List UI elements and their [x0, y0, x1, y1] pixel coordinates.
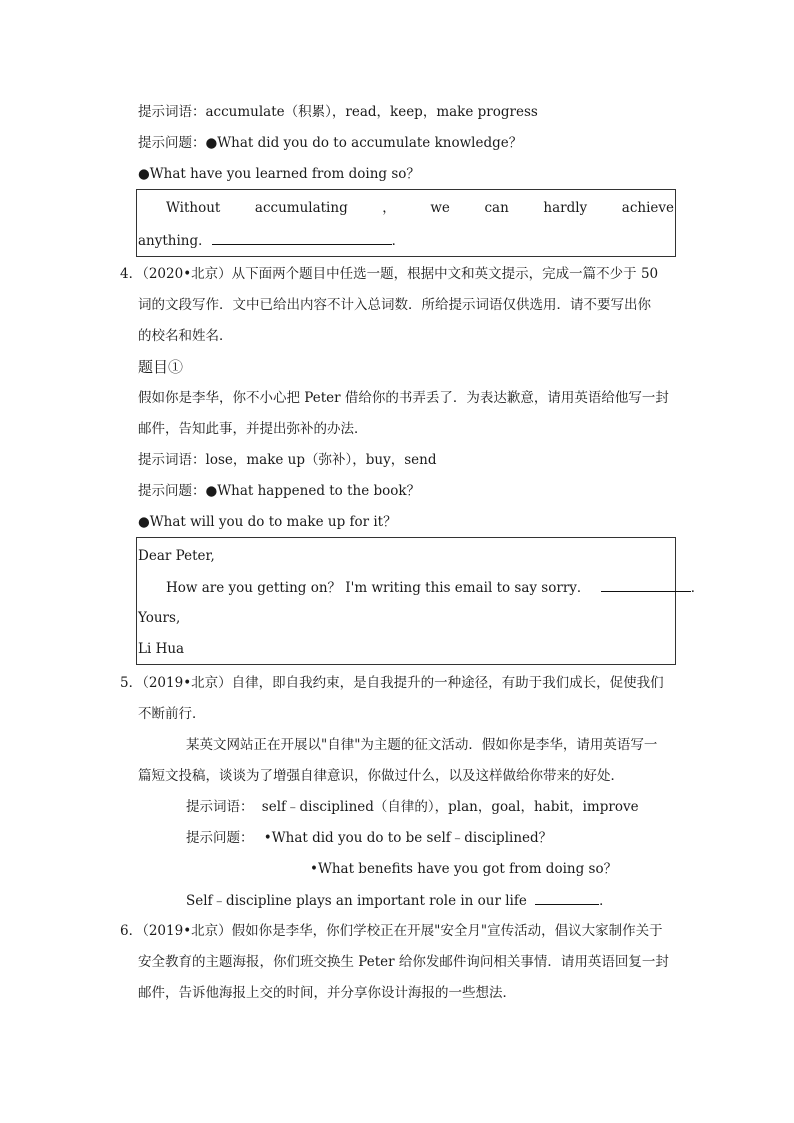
q5-intro-2: 不断前行． — [138, 706, 206, 722]
q6-line-1 — [120, 922, 663, 940]
q5-hint-words-text: self﹣disciplined（自律的），plan，goal，habit，improve — [261, 799, 639, 815]
q4-intro-1: 从下面两个题目中任选一题，根据中文和英文提示，完成一篇不少于 50 — [231, 266, 659, 282]
q4-letter-body — [166, 578, 704, 597]
q4-number: 4． — [120, 266, 143, 282]
q4-hint-words-label: 提示词语： — [138, 452, 206, 468]
q4-source: （2020•北京） — [142, 266, 232, 282]
q4-letter-name: Li Hua — [138, 641, 185, 657]
q3-hint-words — [138, 103, 538, 121]
q5-line-1 — [120, 674, 664, 692]
q5-number: 5． — [120, 675, 143, 691]
q4-letter-blank[interactable] — [601, 578, 691, 592]
q5-answer-blank[interactable] — [535, 891, 599, 905]
q3-hint-questions-label: 提示问题： — [138, 135, 206, 151]
q4-task-2: 邮件，告知此事，并提出弥补的办法． — [138, 421, 368, 437]
box-word: we — [430, 200, 450, 216]
q4-hint-words-text: lose，make up（弥补），buy，send — [205, 452, 437, 468]
q4-letter-period: ． — [690, 580, 705, 596]
q4-question-1: ●What happened to the book？ — [205, 483, 421, 499]
q4-intro-3: 的校名和姓名． — [138, 328, 233, 344]
q4-letter-box — [136, 537, 676, 665]
q3-box-line-2 — [138, 231, 405, 250]
q5-starter-text: Self﹣discipline plays an important role in our life — [186, 893, 527, 909]
q3-hint-words-text: accumulate（积累），read，keep，make progress — [205, 104, 538, 120]
q4-topic: 题目① — [138, 358, 184, 376]
q4-question-2: ●What will you do to make up for it？ — [138, 514, 397, 530]
q4-hint-words — [138, 451, 436, 469]
q4-letter-closing: Yours, — [138, 610, 181, 626]
box-word: Without — [166, 200, 221, 216]
q5-source: （2019•北京） — [142, 675, 232, 691]
q5-question-2: •What benefits have you got from doing so？ — [310, 861, 618, 877]
q6-text-3: 邮件，告诉他海报上交的时间，并分享你设计海报的一些想法． — [138, 985, 516, 1001]
q3-question-1: ●What did you do to accumulate knowledge？ — [205, 135, 523, 151]
box-word: hardly — [543, 200, 588, 216]
q3-box-line-1 — [166, 199, 674, 217]
q5-intro-1: 自律，即自我约束，是自我提升的一种途径，有助于我们成长，促使我们 — [231, 675, 664, 691]
q5-starter-period: ． — [599, 893, 613, 909]
q3-hint-question-1 — [138, 134, 522, 152]
q4-letter-body-text: How are you getting on？ I'm writing this email to say sorry． — [166, 580, 591, 596]
q5-hint-words-label: 提示词语： — [186, 799, 254, 815]
q4-letter-greeting: Dear Peter, — [138, 548, 215, 564]
q4-task-1: 假如你是李华，你不小心把 Peter 借给你的书弄丢了．为表达歉意，请用英语给他写一封 — [138, 390, 669, 406]
q5-hint-questions-label: 提示问题： — [186, 830, 254, 846]
q6-text-1: 假如你是李华，你们学校正在开展"安全月"宣传活动，倡议大家制作关于 — [231, 923, 663, 939]
box-word: can — [484, 200, 509, 216]
q6-source: （2019•北京） — [142, 923, 232, 939]
q4-hint-questions-label: 提示问题： — [138, 483, 206, 499]
q4-intro-2: 词的文段写作．文中已给出内容不计入总词数．所给提示词语仅供选用．请不要写出你 — [138, 297, 651, 313]
q5-starter — [186, 891, 613, 910]
q5-question-1: •What did you do to be self﹣disciplined？ — [263, 830, 553, 846]
q3-box-anything: anything． — [138, 233, 212, 249]
q6-text-2: 安全教育的主题海报，你们班交换生 Peter 给你发邮件询问相关事情．请用英语回复一封 — [138, 954, 669, 970]
q5-task-1: 某英文网站正在开展以"自律"为主题的征文活动．假如你是李华，请用英语写一 — [186, 737, 658, 753]
q6-number: 6． — [120, 923, 143, 939]
q4-line-1 — [120, 265, 658, 283]
q5-task-2: 篇短文投稿，谈谈为了增强自律意识，你做过什么，以及这样做给你带来的好处． — [138, 768, 624, 784]
box-word: accumulating — [254, 200, 348, 216]
box-word: achieve — [621, 200, 674, 216]
q3-answer-blank[interactable] — [212, 231, 392, 245]
q4-hint-question-1 — [138, 482, 420, 500]
box-word: ， — [382, 200, 396, 216]
q3-hint-words-label: 提示词语： — [138, 104, 206, 120]
q3-box-period: ． — [391, 233, 406, 249]
q5-hint-words — [186, 798, 639, 816]
q5-hint-question-1 — [186, 829, 552, 847]
q3-question-2: ●What have you learned from doing so？ — [138, 166, 420, 182]
